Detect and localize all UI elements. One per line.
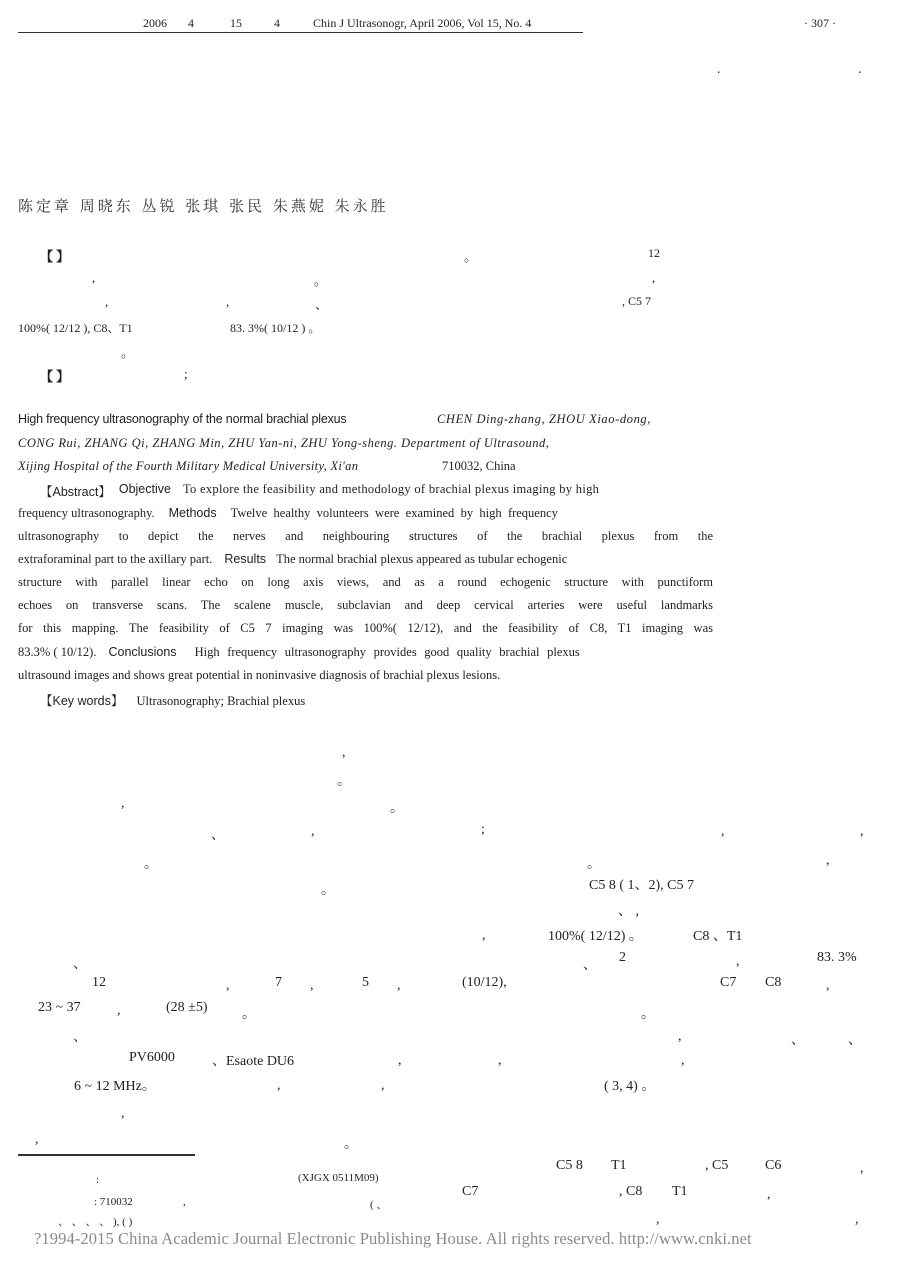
footnote-grant-number: (XJGX 0511M09) (298, 1172, 379, 1184)
results-text-1: The normal brachial plexus appeared as tubular echogenic (276, 552, 568, 566)
footnote-mark: ( 、 (370, 1199, 388, 1211)
body-text-fragment: , (117, 1003, 121, 1018)
body-text-fragment: , C5 (705, 1158, 729, 1173)
conclusions-text-1: High frequency ultrasonography provides good quality brachial plexus (194, 645, 580, 659)
body-text-fragment: , (397, 978, 401, 993)
cn-feasibility-c57: 100%( 12/12 ), C8、T1 (18, 321, 133, 335)
body-text-fragment: ( 3, 4) 。 (604, 1079, 656, 1094)
body-text-fragment: 100%( 12/12) 。 (548, 929, 643, 944)
header-page-number: · 307 · (804, 16, 836, 30)
body-text-fragment: 。 (144, 857, 158, 872)
body-text-fragment: C8 (765, 975, 782, 990)
cn-mark: , (226, 294, 230, 309)
body-text-fragment: 5 (362, 975, 369, 990)
top-dot-1: . (717, 62, 721, 77)
body-text-fragment: 。 (587, 857, 601, 872)
cn-mark: 、 (315, 297, 329, 312)
body-text-fragment: C8 、T1 (693, 929, 743, 944)
body-text-fragment: , (310, 978, 314, 993)
cn-mark: 。 (464, 249, 478, 264)
body-text-fragment: , (121, 1106, 125, 1121)
body-text-fragment: 、 (73, 957, 87, 972)
body-text-fragment: 。 (641, 1007, 655, 1022)
body-text-fragment: , (121, 796, 125, 811)
abstract-line-2 (18, 506, 713, 521)
body-text-fragment: 12 (92, 975, 106, 990)
conclusions-text-2: ultrasound images and shows great potential in noninvasive diagnosis of brachial plexus lesions. (18, 668, 501, 682)
objective-text-2: frequency ultrasonography. (18, 506, 155, 520)
body-text-fragment: PV6000 (129, 1050, 175, 1065)
cn-mark: 。 (121, 345, 135, 360)
objective-label: Objective (118, 482, 171, 496)
body-text-fragment: , (342, 745, 346, 760)
body-text-fragment: 6 ~ 12 MHz。 (74, 1079, 156, 1094)
body-text-fragment: 、 (211, 828, 225, 843)
body-text-fragment: C5 8 (556, 1158, 583, 1173)
footnote-mark: , (183, 1196, 186, 1208)
body-text-fragment: , (311, 824, 315, 839)
body-text-fragment: 、 (791, 1033, 805, 1048)
cn-mark: 。 (314, 273, 328, 288)
methods-text-1: Twelve healthy volunteers were examined by high frequency (230, 506, 558, 520)
cn-mark: , (105, 294, 109, 309)
body-text-fragment: , (721, 824, 725, 839)
body-text-fragment: , (855, 1212, 859, 1227)
body-text-fragment: 23 ~ 37 (38, 1000, 81, 1015)
cn-mark: , (92, 270, 96, 285)
body-text-fragment: C7 (462, 1184, 479, 1199)
body-text-fragment: , (498, 1053, 502, 1068)
header-volume: 15 (230, 16, 242, 30)
header-year: 2006 (143, 16, 167, 30)
keywords-text: Ultrasonography; Brachial plexus (136, 694, 306, 708)
cn-volunteer-count: 12 (648, 246, 660, 260)
footnote-postcode: : 710032 (94, 1196, 133, 1208)
body-text-fragment: T1 (611, 1158, 627, 1173)
copyright-watermark: ?1994-2015 China Academic Journal Electronic Publishing House. All rights reserved. http://www.cnki.net (34, 1229, 752, 1248)
header-journal: Chin J Ultrasonogr, April 2006, Vol 15, No. 4 (313, 16, 532, 30)
methods-label: Methods (168, 506, 217, 520)
body-text-fragment: 、 , (618, 904, 639, 919)
body-text-fragment: (10/12), (462, 975, 507, 990)
body-text-fragment: 。 (344, 1137, 358, 1152)
body-text-fragment: , (681, 1053, 685, 1068)
body-text-fragment: , (482, 928, 486, 943)
results-text-3: echoes on transverse scans. The scalene muscle, subclavian and deep cervical arteries were useful landmarks (18, 598, 713, 612)
english-affiliation: Xijing Hospital of the Fourth Military Medical University, Xi'an (18, 459, 359, 473)
body-text-fragment: C6 (765, 1158, 782, 1173)
body-text-fragment: 、 (848, 1033, 862, 1048)
top-dot-2: . (858, 62, 862, 77)
objective-text-1: To explore the feasibility and methodology of brachial plexus imaging by high (182, 482, 600, 496)
body-text-fragment: , (860, 1161, 864, 1176)
keywords-line (40, 691, 305, 709)
body-text-fragment: C5 8 ( 1、2), C5 7 (589, 878, 694, 893)
abstract-line-8 (18, 645, 713, 660)
body-text-fragment: 。 (321, 883, 335, 898)
methods-text-3: extraforaminal part to the axillary part. (18, 552, 213, 566)
body-text-fragment: , C8 (619, 1184, 643, 1199)
body-text-fragment: , (826, 978, 830, 993)
body-text-fragment: , (678, 1029, 682, 1044)
abstract-line-4 (18, 552, 713, 567)
keywords-label: 【Key words】 (40, 694, 124, 708)
results-text-5: 83.3% ( 10/12). (18, 645, 97, 659)
footnote-label: : (96, 1174, 100, 1186)
cn-c5-7: , C5 7 (622, 294, 652, 308)
body-text-fragment: 、 (583, 958, 597, 973)
english-title: High frequency ultrasonography of the normal brachial plexus (18, 412, 347, 426)
body-text-fragment: T1 (672, 1184, 688, 1199)
cn-mark: ; (184, 366, 188, 381)
body-text-fragment: 、Esaote DU6 (212, 1054, 295, 1069)
footnote-rule (18, 1154, 195, 1156)
body-text-fragment: 7 (275, 975, 282, 990)
methods-text-2: ultrasonography to depict the nerves and neighbouring structures of the brachial plexus from the (18, 529, 713, 543)
body-text-fragment: 。 (242, 1007, 256, 1022)
body-text-fragment: , (381, 1078, 385, 1093)
results-label: Results (224, 552, 267, 566)
abstract-line-1 (40, 482, 713, 500)
header-issue: 4 (274, 16, 280, 30)
body-text-fragment: 。 (337, 774, 351, 789)
body-text-fragment: , (736, 954, 740, 969)
body-text-fragment: 2 (619, 950, 626, 965)
abstract-bracket-cn: 【 】 (40, 249, 70, 264)
body-text-fragment: (28 ±5) (166, 1000, 208, 1015)
body-text-fragment: , (767, 1187, 771, 1202)
body-text-fragment: , (277, 1078, 281, 1093)
conclusions-label: Conclusions (108, 645, 177, 659)
body-text-fragment: , (860, 824, 864, 839)
body-text-fragment: , (398, 1053, 402, 1068)
results-text-2: structure with parallel linear echo on long axis views, and as a round echogenic structure with punctiform (18, 575, 713, 589)
body-text-fragment: 。 (390, 801, 404, 816)
cn-feasibility-c8t1: 83. 3%( 10/12 ) 。 (230, 321, 321, 335)
abstract-label: 【Abstract】 (40, 485, 111, 499)
author-list-chinese: 陈定章 周晓东 丛锐 张琪 张民 朱燕妮 朱永胜 (18, 197, 389, 215)
body-text-fragment: , (826, 853, 830, 868)
body-text-fragment: , (226, 978, 230, 993)
results-text-4: for this mapping. The feasibility of C5 7 imaging was 100%( 12/12), and the feasibility of C8, T1 imaging was (18, 621, 713, 635)
body-text-fragment: 、 (73, 1030, 87, 1045)
body-text-fragment: , (35, 1132, 39, 1147)
body-text-fragment: ; (481, 822, 485, 837)
body-text-fragment: C7 (720, 975, 737, 990)
body-text-fragment: 83. 3% (817, 950, 857, 965)
english-authors-line-2: CONG Rui, ZHANG Qi, ZHANG Min, ZHU Yan-ni, ZHU Yong-sheng. Department of Ultrasound, (18, 436, 550, 450)
english-affiliation-postcode: 710032, China (442, 459, 516, 473)
english-authors-line-1: CHEN Ding-zhang, ZHOU Xiao-dong, (437, 412, 651, 426)
cn-mark: , (652, 270, 656, 285)
footnote-line-3: 、 、 、 、 ), ( ) (58, 1216, 133, 1228)
header-rule (18, 32, 583, 33)
keywords-bracket-cn: 【 】 (40, 369, 70, 384)
body-text-fragment: , (656, 1212, 660, 1227)
header-month: 4 (188, 16, 194, 30)
